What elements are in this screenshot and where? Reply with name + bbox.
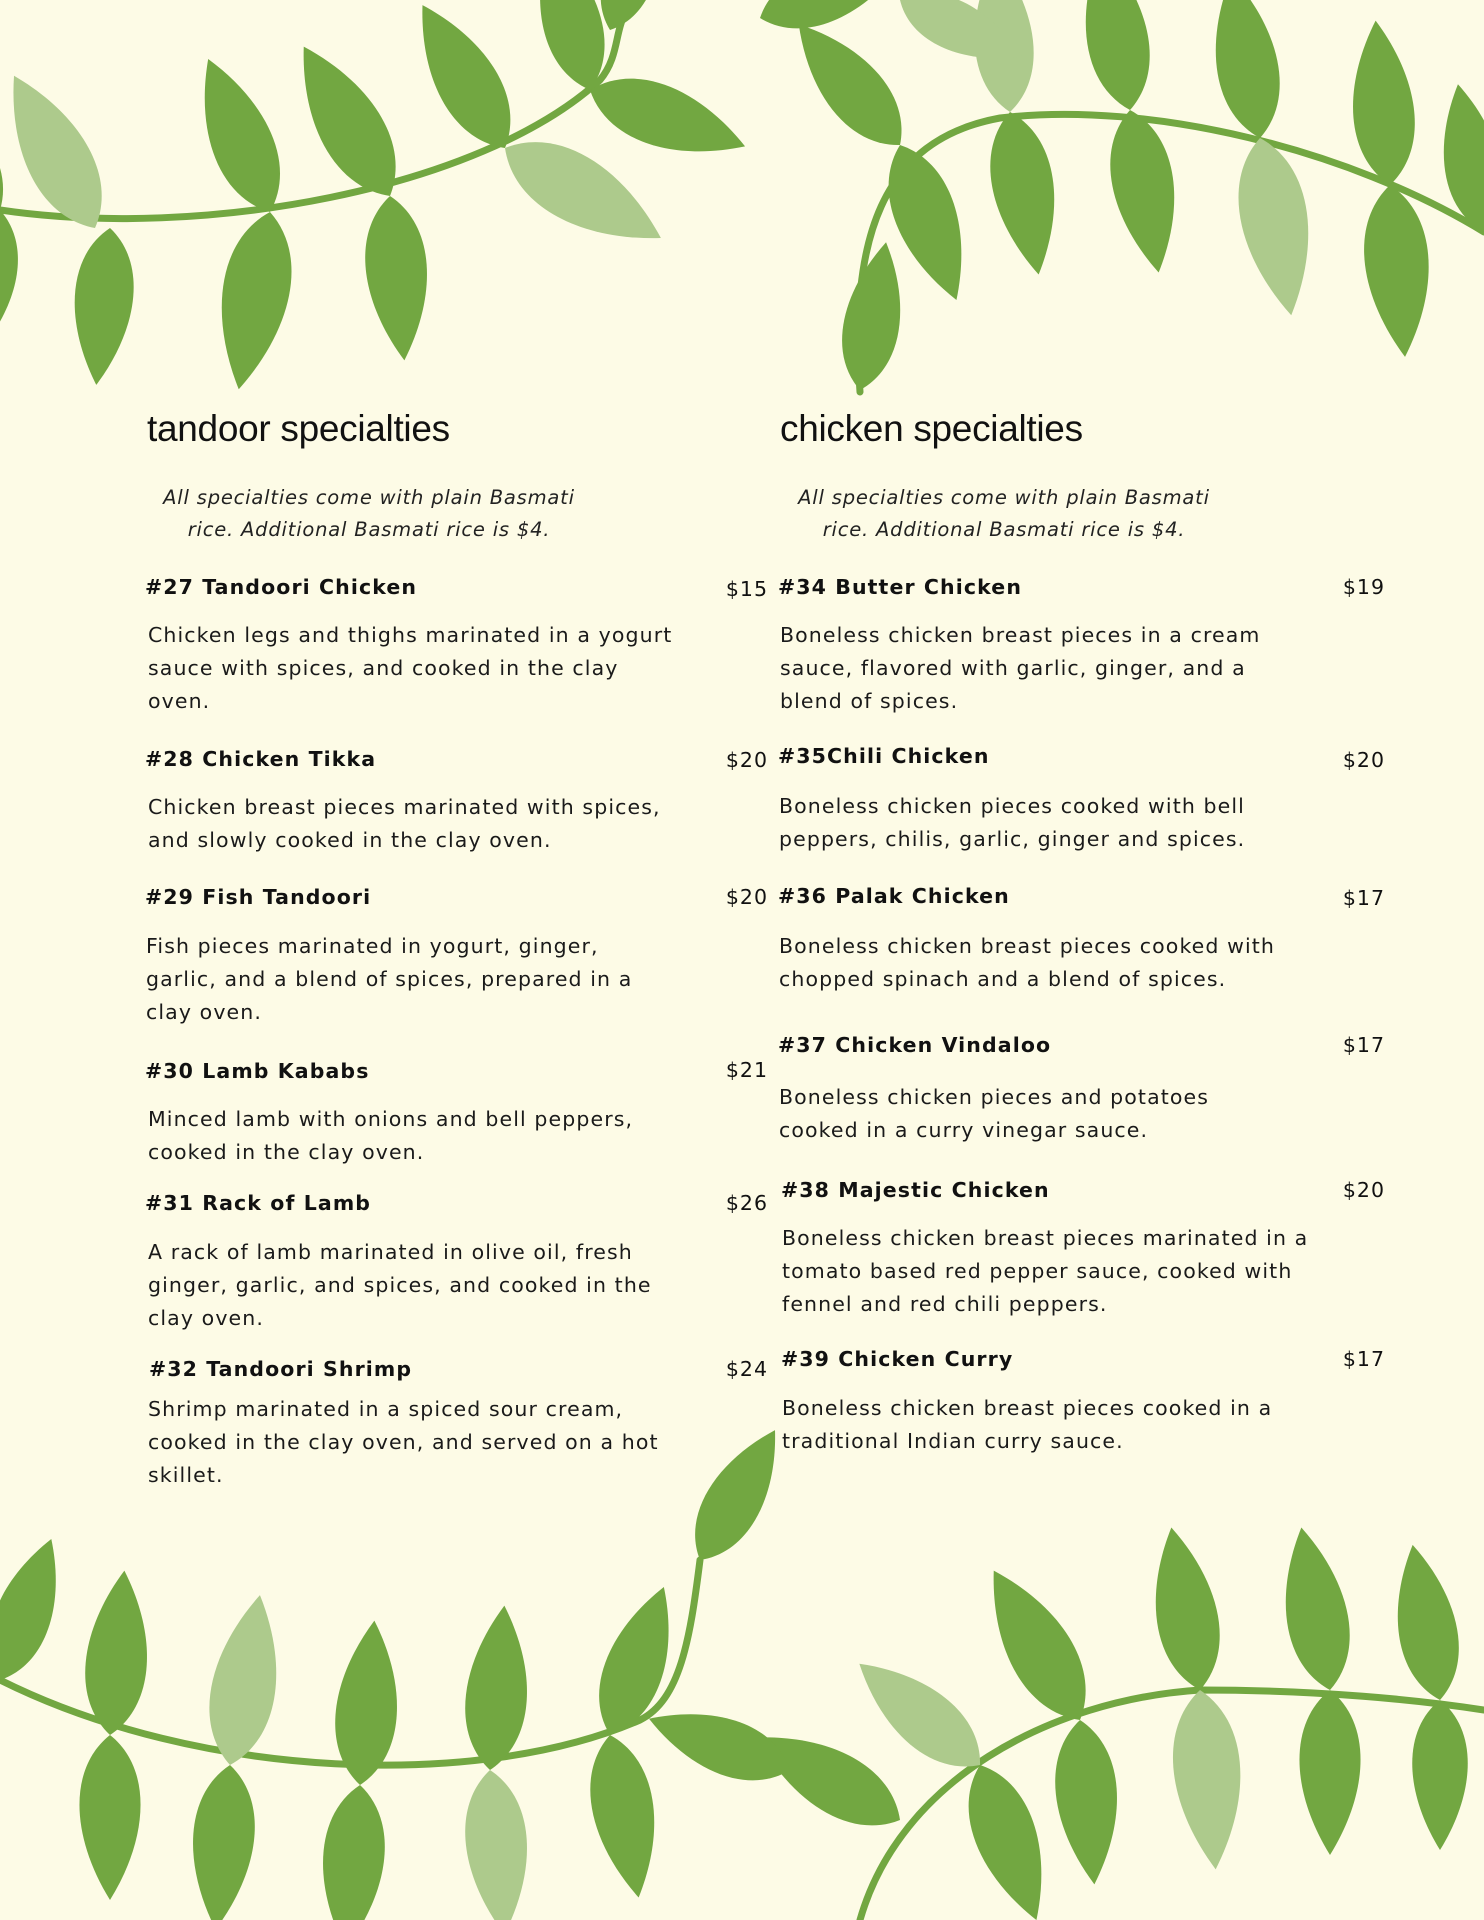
- leaf-icon: [1167, 1687, 1249, 1872]
- leaf-icon: [1201, 0, 1290, 143]
- leaf-icon: [980, 107, 1069, 280]
- section-note: All specialties come with plain Basmati rice. Additional Basmati rice is $4.: [798, 486, 1210, 541]
- item-name: #30 Lamb Kababs: [145, 1059, 370, 1083]
- leaf-icon: [80, 1568, 155, 1738]
- leaf-icon: [1227, 132, 1324, 321]
- leaf-icon: [185, 1762, 260, 1920]
- item-price: $20: [1342, 1178, 1385, 1202]
- item-price: $20: [1342, 748, 1385, 772]
- item-description: A rack of lamb marinated in olive oil, fresh ginger, garlic, and spices, and cooked in the clay oven.: [148, 1240, 652, 1330]
- leaf-icon: [79, 1735, 140, 1900]
- item-description: Boneless chicken breast pieces marinated in a tomato based red pepper sauce, cooked with fennel and red chili peppers.: [782, 1226, 1309, 1316]
- item-price: $20: [725, 748, 768, 772]
- leaf-icon: [833, 237, 914, 394]
- item-description: Minced lamb with onions and bell peppers, cooked in the clay oven.: [148, 1107, 634, 1164]
- item-price: $17: [1342, 1033, 1385, 1057]
- item-description: Boneless chicken pieces and potatoes cooked in a curry vinegar sauce.: [779, 1085, 1210, 1142]
- item-price: $17: [1342, 1347, 1385, 1371]
- item-name: #27 Tandoori Chicken: [145, 575, 418, 599]
- item-name: #38 Majestic Chicken: [781, 1178, 1050, 1202]
- item-price: $17: [1342, 886, 1385, 910]
- item-description: Boneless chicken breast pieces cooked with chopped spinach and a blend of spices.: [779, 934, 1276, 991]
- item-name: #36 Palak Chicken: [778, 884, 1010, 908]
- item-description: Boneless chicken breast pieces in a cream sauce, flavored with garlic, ginger, and a blend of spices.: [780, 623, 1261, 713]
- item-price: $26: [725, 1191, 768, 1215]
- leaf-icon: [460, 1603, 535, 1773]
- item-name: #35Chili Chicken: [778, 744, 990, 768]
- leaf-icon: [199, 1590, 292, 1771]
- leaf-icon: [1100, 105, 1189, 278]
- leaf-icon: [360, 193, 435, 363]
- leaf-icon: [951, 1755, 1065, 1920]
- leaf-icon: [1071, 0, 1160, 115]
- leaf-icon: [580, 1730, 669, 1903]
- leaf-icon: [1345, 18, 1420, 188]
- leaf-icon: [776, 6, 922, 164]
- section-title: chicken specialties: [780, 408, 1083, 449]
- leaf-icon: [1299, 1690, 1360, 1855]
- item-name: #29 Fish Tandoori: [145, 885, 372, 909]
- leaf-icon: [1141, 1522, 1230, 1695]
- leaf-icon: [0, 205, 27, 362]
- leaf-icon: [460, 1767, 535, 1920]
- leaf-icon: [67, 225, 139, 387]
- leaf-icon: [315, 1782, 390, 1920]
- leaf-icon: [580, 61, 756, 175]
- item-price: $15: [725, 577, 768, 601]
- item-price: $24: [725, 1357, 768, 1381]
- leaf-icon: [1050, 1717, 1125, 1887]
- leaf-icon: [676, 1416, 799, 1574]
- item-name: #28 Chicken Tikka: [145, 747, 377, 771]
- section-note: All specialties come with plain Basmati rice. Additional Basmati rice is $4.: [163, 486, 575, 541]
- leaf-icon: [0, 1530, 77, 1690]
- leaf-icon: [1358, 182, 1437, 359]
- section-title: tandoor specialties: [147, 408, 450, 449]
- leaf-icon: [751, 0, 911, 44]
- item-price: $20: [725, 885, 768, 909]
- item-name: #37 Chicken Vindaloo: [778, 1033, 1052, 1057]
- leaf-icon: [1384, 1540, 1469, 1705]
- item-name: #34 Butter Chicken: [778, 575, 1023, 599]
- leaf-icon: [206, 206, 303, 395]
- item-description: Chicken legs and thighs marinated in a yogurt sauce with spices, and cooked in the clay oven.: [148, 623, 673, 713]
- item-price: $19: [1342, 575, 1385, 599]
- item-name: #39 Chicken Curry: [781, 1347, 1014, 1371]
- leaf-icon: [180, 48, 298, 224]
- item-description: Chicken breast pieces marinated with spices, and slowly cooked in the clay oven.: [148, 795, 661, 852]
- leaf-icon: [1271, 1522, 1360, 1695]
- item-price: $21: [725, 1058, 768, 1082]
- item-description: Boneless chicken breast pieces cooked in a traditional Indian curry sauce.: [782, 1396, 1273, 1453]
- item-name: #32 Tandoori Shrimp: [149, 1357, 413, 1381]
- item-name: #31 Rack of Lamb: [145, 1191, 372, 1215]
- item-description: Boneless chicken pieces cooked with bell peppers, chilis, garlic, ginger and spices.: [779, 794, 1246, 851]
- item-description: Fish pieces marinated in yogurt, ginger, garlic, and a blend of spices, prepared in a clay oven.: [146, 934, 633, 1024]
- leaf-icon: [1412, 1700, 1468, 1850]
- item-description: Shrimp marinated in a spiced sour cream, cooked in the clay oven, and served on a hot skillet.: [148, 1397, 659, 1487]
